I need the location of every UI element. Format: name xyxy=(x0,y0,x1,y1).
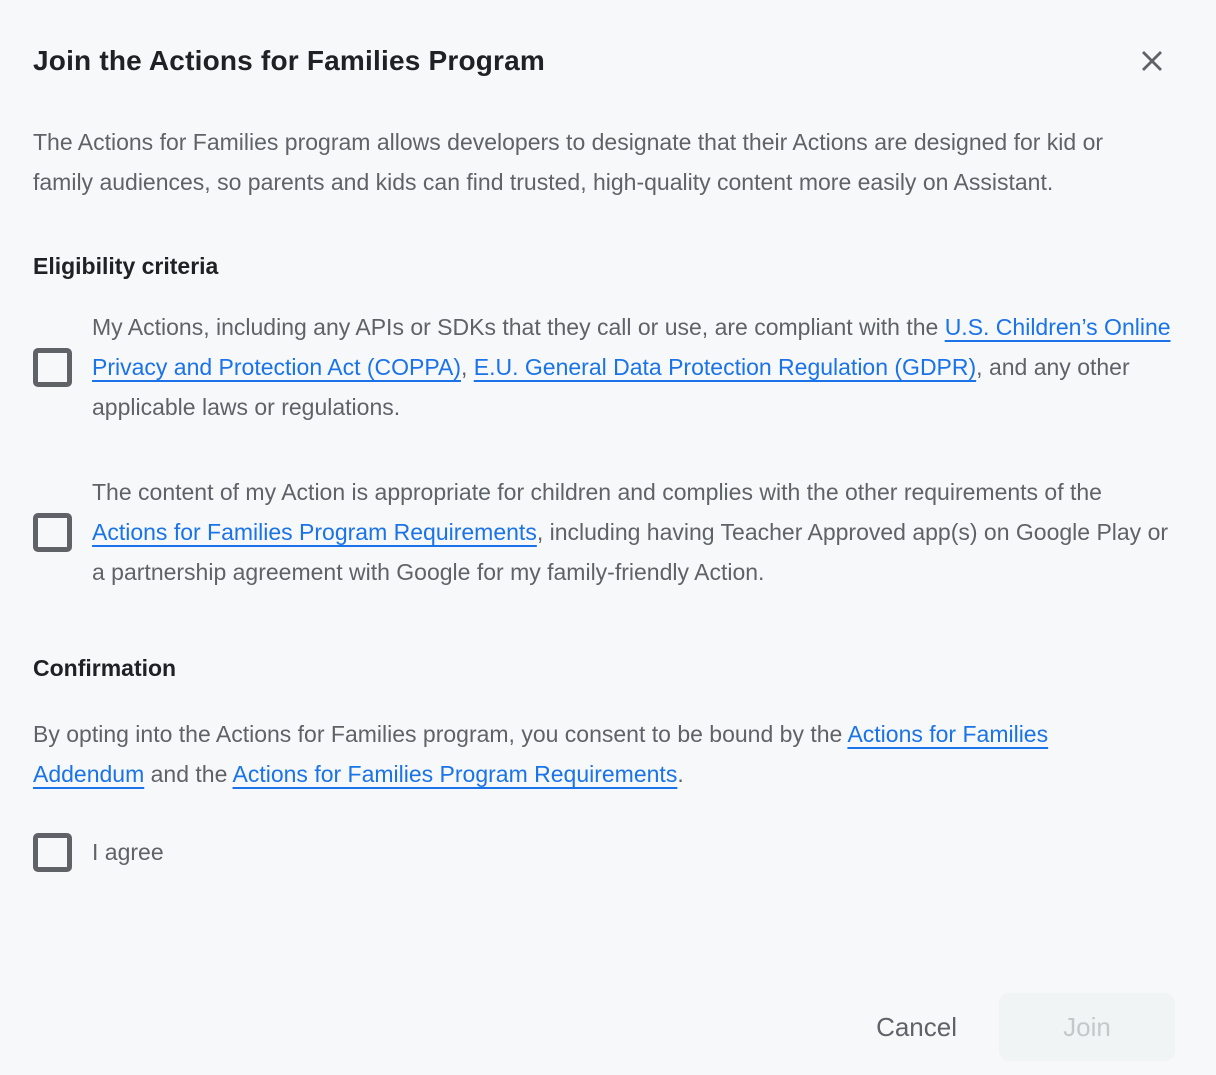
eligibility-heading: Eligibility criteria xyxy=(33,253,219,279)
eligibility-item-compliance xyxy=(33,307,1175,427)
content-checkbox[interactable] xyxy=(33,513,72,552)
confirmation-paragraph xyxy=(33,714,1163,794)
compliance-text xyxy=(92,307,1175,427)
dialog-footer xyxy=(33,993,1175,1061)
agree-row xyxy=(33,832,1175,872)
compliance-text-segment: , xyxy=(461,354,474,380)
coppa-link[interactable]: U.S. Children’s Online Privacy and Protection Act (COPPA) xyxy=(92,314,1171,380)
content-text-segment: The content of my Action is appropriate for children and complies with the other requirements of the xyxy=(92,479,1102,505)
program-requirements-link[interactable]: Actions for Families Program Requirements xyxy=(92,519,537,545)
intro-paragraph: The Actions for Families program allows developers to designate that their Actions are designed for kid or family audiences, so parents and kids can find trusted, high-quality content more easily on Assistant. xyxy=(33,129,1104,195)
agree-checkbox[interactable] xyxy=(33,833,72,872)
compliance-checkbox[interactable] xyxy=(33,348,72,387)
families-addendum-link[interactable]: Actions for Families Addendum xyxy=(33,721,1049,787)
content-text-segment: , including having Teacher Approved app(s) on Google Play or a partnership agreement with Google for my family-friendly Action. xyxy=(92,519,1169,585)
dialog-header xyxy=(33,44,1175,78)
confirmation-heading: Confirmation xyxy=(33,655,177,681)
confirmation-text-segment: and the xyxy=(144,761,233,787)
content-text xyxy=(92,472,1175,592)
page-title: Join the Actions for Families Program xyxy=(33,45,546,76)
close-button[interactable] xyxy=(1135,44,1169,78)
compliance-text-segment: My Actions, including any APIs or SDKs that they call or use, are compliant with the xyxy=(92,314,945,340)
compliance-text-segment: , and any other applicable laws or regulations. xyxy=(92,354,1130,420)
program-requirements-link-2[interactable]: Actions for Families Program Requirements xyxy=(232,761,678,787)
eligibility-item-content xyxy=(33,472,1175,592)
join-button[interactable]: Join xyxy=(999,993,1175,1061)
agree-label: I agree xyxy=(92,839,164,865)
confirmation-text-segment: By opting into the Actions for Families program, you consent to be bound by the xyxy=(33,721,848,747)
confirmation-text-segment: . xyxy=(677,761,684,787)
cancel-button[interactable]: Cancel xyxy=(846,993,987,1061)
gdpr-link[interactable]: E.U. General Data Protection Regulation (GDPR) xyxy=(473,354,977,380)
close-icon xyxy=(1136,45,1168,77)
